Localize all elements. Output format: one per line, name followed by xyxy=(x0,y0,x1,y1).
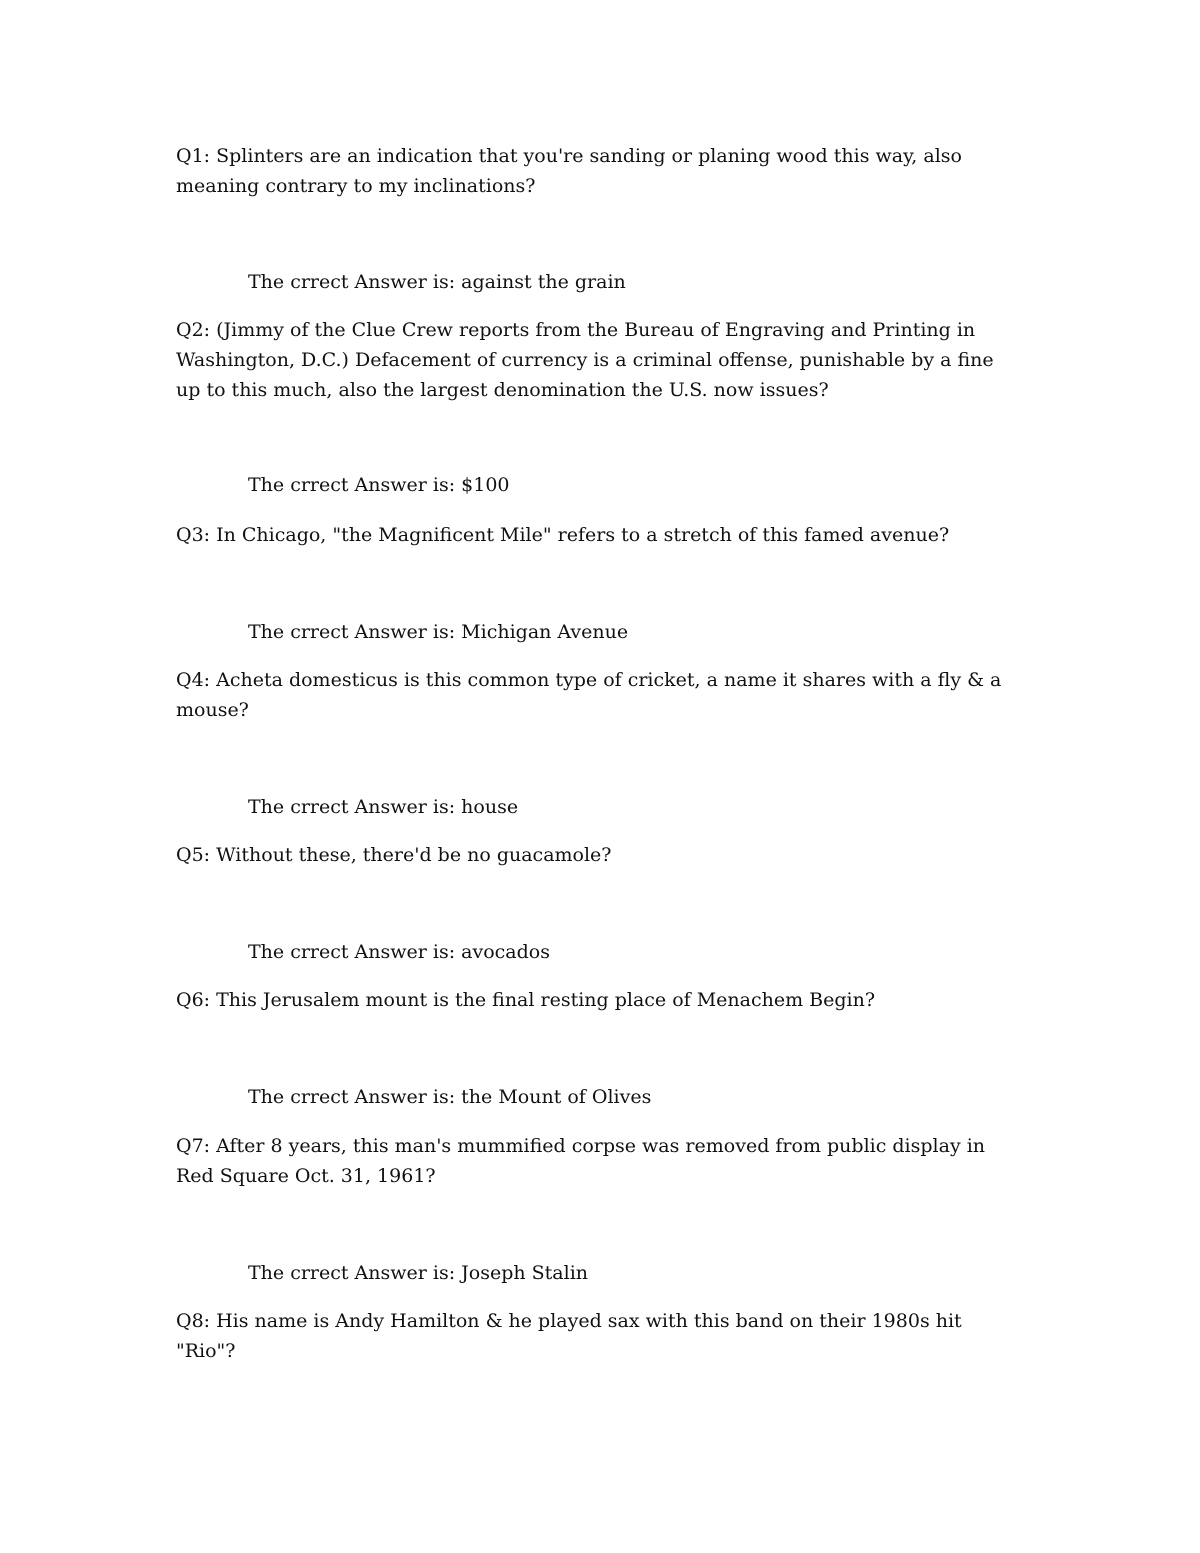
answer-6: The crrect Answer is: the Mount of Olives xyxy=(248,1086,652,1108)
question-7: Q7: After 8 years, this man's mummified corpse was removed from public display in Red Square Oct. 31, 1961? xyxy=(176,1135,986,1187)
question-5: Q5: Without these, there'd be no guacamole? xyxy=(176,844,612,866)
question-3: Q3: In Chicago, "the Magnificent Mile" refers to a stretch of this famed avenue? xyxy=(176,524,950,546)
answer-4: The crrect Answer is: house xyxy=(248,796,519,818)
question-1: Q1: Splinters are an indication that you're sanding or planing wood this way, also meaning contrary to my inclinations? xyxy=(176,145,962,197)
answer-1: The crrect Answer is: against the grain xyxy=(248,271,626,293)
answer-7: The crrect Answer is: Joseph Stalin xyxy=(248,1262,589,1284)
answer-2: The crrect Answer is: $100 xyxy=(248,474,510,496)
question-8: Q8: His name is Andy Hamilton & he played sax with this band on their 1980s hit "Rio"? xyxy=(176,1310,962,1362)
answer-3: The crrect Answer is: Michigan Avenue xyxy=(248,621,629,643)
answer-5: The crrect Answer is: avocados xyxy=(248,941,550,963)
question-4: Q4: Acheta domesticus is this common type of cricket, a name it shares with a fly & a mouse? xyxy=(176,669,1002,721)
question-2: Q2: (Jimmy of the Clue Crew reports from the Bureau of Engraving and Printing in Washington, D.C.) Defacement of currency is a criminal offense, punishable by a fine up to this much, also the largest denomination the U.S. now issues? xyxy=(176,319,994,401)
question-6: Q6: This Jerusalem mount is the final resting place of Menachem Begin? xyxy=(176,989,876,1011)
